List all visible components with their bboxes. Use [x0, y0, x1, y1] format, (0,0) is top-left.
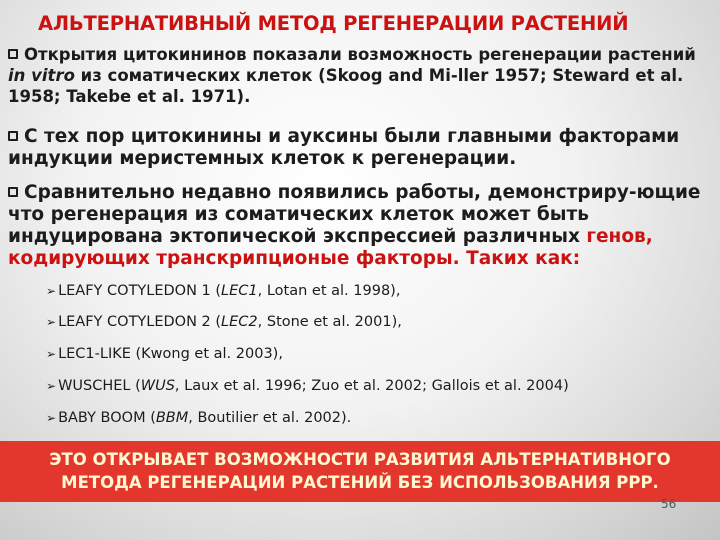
- arrow-bullet-icon: ➢: [46, 347, 57, 361]
- page-number: 56: [661, 497, 677, 511]
- gene-text-post: , Lotan et al. 1998),: [257, 283, 401, 299]
- arrow-bullet-icon: ➢: [46, 411, 57, 425]
- gene-item: [46, 410, 351, 426]
- gene-italic: BBM: [155, 410, 189, 426]
- paragraph-3: [8, 182, 714, 270]
- p2-text: С тех пор цитокинины и ауксины были главными факторами индукции меристемных клеток к регенерации.: [8, 126, 680, 169]
- arrow-bullet-icon: ➢: [46, 379, 57, 393]
- conclusion-line-2: МЕТОДА РЕГЕНЕРАЦИИ РАСТЕНИЙ БЕЗ ИСПОЛЬЗОВАНИЯ РРР.: [61, 473, 659, 492]
- gene-text-pre: LEAFY COTYLEDON 2 (: [58, 314, 222, 330]
- paragraph-2: [8, 126, 714, 170]
- gene-text-pre: BABY BOOM (: [58, 410, 156, 426]
- gene-text-pre: LEC1-LIKE (Kwong et al. 2003),: [58, 346, 283, 362]
- slide-title: АЛЬТЕРНАТИВНЫЙ МЕТОД РЕГЕНЕРАЦИИ РАСТЕНИЙ: [38, 12, 629, 35]
- gene-text-post: , Stone et al. 2001),: [257, 314, 402, 330]
- arrow-bullet-icon: ➢: [46, 315, 57, 329]
- gene-text-pre: WUSCHEL (: [58, 378, 141, 394]
- gene-item: [46, 378, 569, 394]
- p1-text-b: из соматических клеток (Skoog and Mi-ller 1957; Steward et al. 1958; Takebe et al. 1971).: [8, 66, 684, 106]
- arrow-bullet-icon: ➢: [46, 284, 57, 298]
- checkbox-bullet-icon: [8, 49, 18, 59]
- gene-item: [46, 283, 400, 299]
- gene-text-post: , Boutilier et al. 2002).: [188, 410, 352, 426]
- gene-text-post: , Laux et al. 1996; Zuo et al. 2002; Gallois et al. 2004): [174, 378, 569, 394]
- gene-italic: LEC2: [221, 314, 258, 330]
- gene-text-pre: LEAFY COTYLEDON 1 (: [58, 283, 222, 299]
- paragraph-1: [8, 44, 714, 107]
- gene-item: [46, 314, 402, 330]
- gene-item: [46, 346, 283, 362]
- conclusion-text: [0, 448, 720, 494]
- checkbox-bullet-icon: [8, 131, 18, 141]
- p3-red-text: генов, кодирующих транскрипционые факторы. Таких как:: [8, 226, 653, 269]
- p1-italic: in vitro: [8, 66, 75, 85]
- p3-text: Сравнительно недавно появились работы, демонстриру-ющие что регенерация из соматических клеток может быть индуцирована эктопической экспрессией различных: [8, 182, 701, 247]
- gene-italic: LEC1: [221, 283, 258, 299]
- conclusion-line-1: ЭТО ОТКРЫВАЕТ ВОЗМОЖНОСТИ РАЗВИТИЯ АЛЬТЕРНАТИВНОГО: [49, 450, 671, 469]
- p1-text-a: Открытия цитокининов показали возможность регенерации растений: [24, 45, 696, 64]
- checkbox-bullet-icon: [8, 187, 18, 197]
- gene-italic: WUS: [140, 378, 175, 394]
